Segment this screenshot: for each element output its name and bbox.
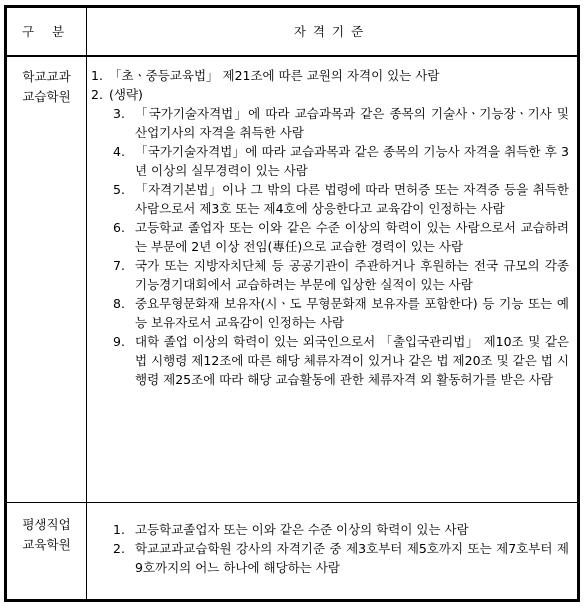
item-number: 2.	[91, 87, 103, 102]
criteria-item	[91, 256, 569, 294]
criteria-item	[91, 180, 569, 218]
item-number: 7.	[113, 258, 125, 273]
qualification-table-frame	[4, 5, 580, 602]
category-label-line: 교육학원	[22, 537, 71, 552]
item-text: 대학 졸업 이상의 학력이 있는 외국인으로서 「출입국관리법」 제10조 및 같은 법 시행령 제12조에 따른 해당 체류자격이 있거나 같은 법 제20조 및 같은 법 시행령 제25조에 따라 해당 교습활동에 관한 체류자격 외 활동허가를 받은 사람	[135, 334, 569, 387]
item-number: 9.	[113, 334, 125, 349]
item-text: 중요무형문화재 보유자(시ㆍ도 무형문화재 보유자를 포함한다) 등 기능 또는 예능 보유자로서 교육감이 인정하는 사람	[135, 296, 569, 330]
qualification-table	[6, 7, 578, 600]
item-number: 1.	[113, 522, 125, 537]
item-text: 「국가기술자격법」에 따라 교습과목과 같은 종목의 기능사 자격을 취득한 후 3년 이상의 실무경력이 있는 사람	[135, 144, 569, 178]
item-text: 고등학교 졸업자 또는 이와 같은 수준 이상의 학력이 있는 사람으로서 교습하려는 부문에 2년 이상 전임(專任)으로 교습한 경력이 있는 사람	[135, 220, 569, 254]
criteria-item	[91, 294, 569, 332]
criteria-cell	[87, 503, 578, 600]
item-text: 고등학교졸업자 또는 이와 같은 수준 이상의 학력이 있는 사람	[135, 522, 469, 537]
criteria-item	[91, 520, 569, 539]
item-text: 「초ㆍ중등교육법」 제21조에 따른 교원의 자격이 있는 사람	[109, 68, 440, 83]
criteria-item	[91, 332, 569, 389]
item-number: 3.	[113, 106, 125, 121]
criteria-item	[91, 66, 569, 85]
category-cell	[7, 503, 87, 600]
item-number: 6.	[113, 220, 125, 235]
header-criteria: 자격기준	[87, 8, 578, 57]
category-label-line: 학교교과	[22, 69, 71, 84]
item-number: 4.	[113, 144, 125, 159]
criteria-item	[91, 104, 569, 142]
item-number: 8.	[113, 296, 125, 311]
item-number: 5.	[113, 182, 125, 197]
criteria-item	[91, 85, 569, 104]
item-text: 「자격기본법」이나 그 밖의 다른 법령에 따라 면허증 또는 자격증 등을 취득한 사람으로서 제3호 또는 제4호에 상응한다고 교육감이 인정하는 사람	[135, 182, 569, 216]
category-cell	[7, 56, 87, 503]
item-text: (생략)	[109, 87, 143, 102]
criteria-item	[91, 142, 569, 180]
category-label-line: 교습학원	[22, 89, 71, 104]
table-row	[7, 503, 578, 600]
table-header-row	[7, 8, 578, 57]
item-number: 2.	[113, 541, 125, 556]
category-label-line: 평생직업	[22, 517, 71, 532]
criteria-item	[91, 539, 569, 577]
table-row	[7, 56, 578, 503]
item-number: 1.	[91, 68, 103, 83]
item-text: 「국가기술자격법」에 따라 교습과목과 같은 종목의 기술사ㆍ기능장ㆍ기사 및 산업기사의 자격을 취득한 사람	[135, 106, 569, 140]
criteria-cell	[87, 56, 578, 503]
header-category: 구 분	[7, 8, 87, 57]
item-text: 국가 또는 지방자치단체 등 공공기관이 주관하거나 후원하는 전국 규모의 각종 기능경기대회에서 교습하려는 부문에 입상한 실적이 있는 사람	[135, 258, 569, 292]
criteria-item	[91, 218, 569, 256]
item-text: 학교교과교습학원 강사의 자격기준 중 제3호부터 제5호까지 또는 제7호부터 제9호까지의 어느 하나에 해당하는 사람	[135, 541, 569, 575]
